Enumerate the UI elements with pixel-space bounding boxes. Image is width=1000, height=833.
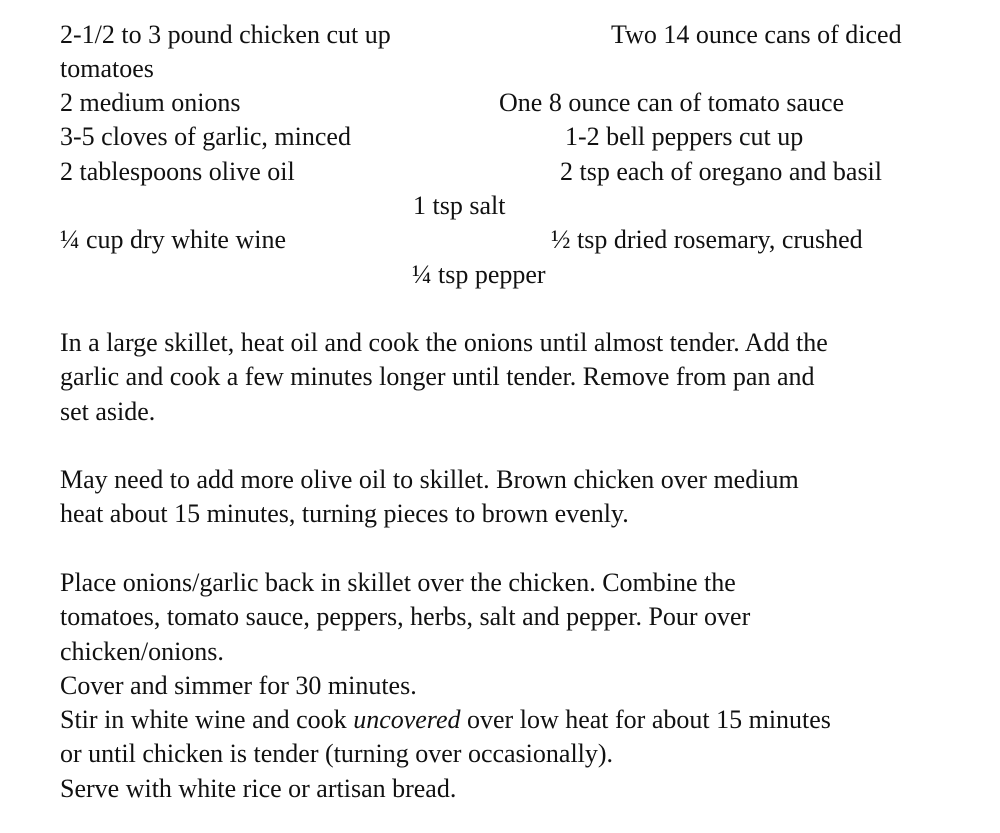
ingredient-onions: 2 medium onions [60,88,241,117]
ingredient-garlic: 3-5 cloves of garlic, minced [60,122,351,151]
step-stir-wine [60,703,960,737]
step-serve: Serve with white rice or artisan bread. [60,773,457,803]
text-line: Place onions/garlic back in skillet over the chicken. Combine the [60,568,736,597]
text-line: tomatoes, tomato sauce, peppers, herbs, salt and pepper. Pour over [60,602,751,632]
ingredient-rosemary: ½ tsp dried rosemary, crushed [551,225,863,254]
direction-paragraph-brown-chicken [60,463,960,532]
text-line: May need to add more olive oil to skillet. Brown chicken over medium [60,465,799,494]
ingredient-row [0,120,1000,154]
ingredient-pepper: ¼ tsp pepper [412,260,546,289]
text-line: or until chicken is tender (turning over occasionally). [60,739,614,769]
step-cover-simmer: Cover and simmer for 30 minutes. [60,670,417,700]
ingredient-diced-tomatoes-wrap: tomatoes [60,54,154,83]
ingredient-row [0,155,1000,189]
text-line: In a large skillet, heat oil and cook the onions until almost tender. Add the [60,328,828,357]
ingredient-bell-peppers: 1-2 bell peppers cut up [565,122,804,151]
text-fragment: Stir in white wine and cook [60,705,354,735]
ingredient-row [0,52,1000,86]
text-fragment: over low heat for about 15 minutes [460,705,831,735]
ingredient-olive-oil: 2 tablespoons olive oil [60,157,295,186]
emphasis-uncovered: uncovered [353,705,461,735]
ingredient-salt: 1 tsp salt [413,191,506,220]
text-line: chicken/onions. [60,636,224,666]
direction-paragraph-combine [60,566,960,806]
ingredient-row [0,258,1000,292]
ingredient-row [0,18,1000,52]
text-line: garlic and cook a few minutes longer until tender. Remove from pan and [60,362,815,392]
ingredient-diced-tomatoes: Two 14 ounce cans of diced [611,20,902,49]
ingredient-oregano-basil: 2 tsp each of oregano and basil [560,157,883,186]
ingredient-chicken: 2-1/2 to 3 pound chicken cut up [60,20,391,49]
text-line: heat about 15 minutes, turning pieces to brown evenly. [60,499,629,529]
ingredient-tomato-sauce: One 8 ounce can of tomato sauce [499,88,845,117]
ingredient-row [0,86,1000,120]
direction-paragraph-onions [60,326,960,429]
text-line: set aside. [60,396,156,426]
ingredient-row [0,223,1000,257]
ingredient-white-wine: ¼ cup dry white wine [60,225,287,254]
ingredient-row [0,189,1000,223]
